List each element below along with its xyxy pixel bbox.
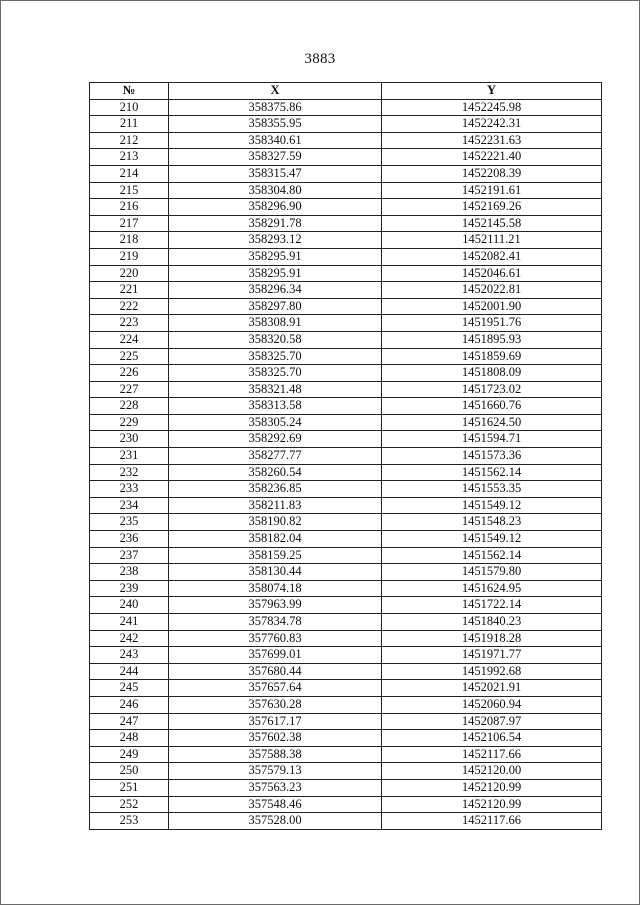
table-row <box>90 331 602 348</box>
y-coordinate-cell: 1451573.36 <box>382 448 602 465</box>
point-number-cell: 244 <box>90 663 169 680</box>
x-coordinate-cell: 357588.38 <box>169 746 382 763</box>
point-number-cell: 223 <box>90 315 169 332</box>
table-row <box>90 232 602 249</box>
table-row <box>90 614 602 631</box>
table-row <box>90 531 602 548</box>
table-row <box>90 713 602 730</box>
x-coordinate-cell: 357680.44 <box>169 663 382 680</box>
y-coordinate-cell: 1452169.26 <box>382 199 602 216</box>
y-coordinate-cell: 1451562.14 <box>382 547 602 564</box>
point-number-cell: 229 <box>90 414 169 431</box>
x-coordinate-cell: 358159.25 <box>169 547 382 564</box>
x-coordinate-cell: 358340.61 <box>169 132 382 149</box>
x-coordinate-cell: 358292.69 <box>169 431 382 448</box>
y-coordinate-cell: 1451549.12 <box>382 497 602 514</box>
x-coordinate-cell: 358074.18 <box>169 580 382 597</box>
column-header-y: Y <box>382 83 602 100</box>
x-coordinate-cell: 357548.46 <box>169 796 382 813</box>
x-coordinate-cell: 358190.82 <box>169 514 382 531</box>
point-number-cell: 242 <box>90 630 169 647</box>
table-row <box>90 464 602 481</box>
x-coordinate-cell: 357602.38 <box>169 730 382 747</box>
y-coordinate-cell: 1452120.99 <box>382 779 602 796</box>
point-number-cell: 237 <box>90 547 169 564</box>
point-number-cell: 249 <box>90 746 169 763</box>
y-coordinate-cell: 1452021.91 <box>382 680 602 697</box>
table-row <box>90 265 602 282</box>
point-number-cell: 253 <box>90 813 169 830</box>
y-coordinate-cell: 1451549.12 <box>382 531 602 548</box>
x-coordinate-cell: 358313.58 <box>169 398 382 415</box>
table-row <box>90 116 602 133</box>
point-number-cell: 239 <box>90 580 169 597</box>
x-coordinate-cell: 357579.13 <box>169 763 382 780</box>
point-number-cell: 246 <box>90 696 169 713</box>
table-row <box>90 547 602 564</box>
y-coordinate-cell: 1452191.61 <box>382 182 602 199</box>
x-coordinate-cell: 358325.70 <box>169 365 382 382</box>
x-coordinate-cell: 358315.47 <box>169 165 382 182</box>
y-coordinate-cell: 1452117.66 <box>382 746 602 763</box>
point-number-cell: 247 <box>90 713 169 730</box>
y-coordinate-cell: 1452208.39 <box>382 165 602 182</box>
point-number-cell: 211 <box>90 116 169 133</box>
y-coordinate-cell: 1452117.66 <box>382 813 602 830</box>
point-number-cell: 234 <box>90 497 169 514</box>
x-coordinate-cell: 358295.91 <box>169 265 382 282</box>
y-coordinate-cell: 1451553.35 <box>382 481 602 498</box>
table-header <box>90 83 602 100</box>
table-row <box>90 796 602 813</box>
y-coordinate-cell: 1452001.90 <box>382 298 602 315</box>
table-row <box>90 414 602 431</box>
x-coordinate-cell: 358295.91 <box>169 248 382 265</box>
x-coordinate-cell: 357760.83 <box>169 630 382 647</box>
table-row <box>90 730 602 747</box>
y-coordinate-cell: 1451624.50 <box>382 414 602 431</box>
page-number: 3883 <box>304 51 336 67</box>
point-number-cell: 241 <box>90 614 169 631</box>
table-row <box>90 763 602 780</box>
x-coordinate-cell: 358321.48 <box>169 381 382 398</box>
point-number-cell: 228 <box>90 398 169 415</box>
table-row <box>90 514 602 531</box>
point-number-cell: 216 <box>90 199 169 216</box>
y-coordinate-cell: 1451808.09 <box>382 365 602 382</box>
x-coordinate-cell: 358327.59 <box>169 149 382 166</box>
point-number-cell: 227 <box>90 381 169 398</box>
x-coordinate-cell: 358260.54 <box>169 464 382 481</box>
table-row <box>90 398 602 415</box>
table-row <box>90 647 602 664</box>
y-coordinate-cell: 1452082.41 <box>382 248 602 265</box>
x-coordinate-cell: 357563.23 <box>169 779 382 796</box>
table-row <box>90 696 602 713</box>
point-number-cell: 251 <box>90 779 169 796</box>
x-coordinate-cell: 357630.28 <box>169 696 382 713</box>
column-header-number: № <box>90 83 169 100</box>
point-number-cell: 225 <box>90 348 169 365</box>
table-row <box>90 431 602 448</box>
x-coordinate-cell: 358308.91 <box>169 315 382 332</box>
table-row <box>90 132 602 149</box>
y-coordinate-cell: 1451992.68 <box>382 663 602 680</box>
x-coordinate-cell: 358277.77 <box>169 448 382 465</box>
point-number-cell: 213 <box>90 149 169 166</box>
header-row <box>90 83 602 100</box>
point-number-cell: 243 <box>90 647 169 664</box>
table-row <box>90 99 602 116</box>
table-row <box>90 680 602 697</box>
table-row <box>90 215 602 232</box>
y-coordinate-cell: 1452145.58 <box>382 215 602 232</box>
point-number-cell: 224 <box>90 331 169 348</box>
y-coordinate-cell: 1452087.97 <box>382 713 602 730</box>
y-coordinate-cell: 1451594.71 <box>382 431 602 448</box>
table-row <box>90 779 602 796</box>
table-body <box>90 99 602 829</box>
y-coordinate-cell: 1452060.94 <box>382 696 602 713</box>
x-coordinate-cell: 357963.99 <box>169 597 382 614</box>
table-row <box>90 448 602 465</box>
y-coordinate-cell: 1451624.95 <box>382 580 602 597</box>
x-coordinate-cell: 358355.95 <box>169 116 382 133</box>
table-row <box>90 381 602 398</box>
point-number-cell: 232 <box>90 464 169 481</box>
table-row <box>90 497 602 514</box>
table-row <box>90 199 602 216</box>
point-number-cell: 220 <box>90 265 169 282</box>
table-row <box>90 813 602 830</box>
y-coordinate-cell: 1451971.77 <box>382 647 602 664</box>
point-number-cell: 212 <box>90 132 169 149</box>
y-coordinate-cell: 1451660.76 <box>382 398 602 415</box>
point-number-cell: 245 <box>90 680 169 697</box>
point-number-cell: 238 <box>90 564 169 581</box>
y-coordinate-cell: 1452046.61 <box>382 265 602 282</box>
table-row <box>90 298 602 315</box>
point-number-cell: 210 <box>90 99 169 116</box>
column-header-x: X <box>169 83 382 100</box>
table-row <box>90 580 602 597</box>
point-number-cell: 217 <box>90 215 169 232</box>
x-coordinate-cell: 358130.44 <box>169 564 382 581</box>
x-coordinate-cell: 357528.00 <box>169 813 382 830</box>
table-row <box>90 564 602 581</box>
table-row <box>90 597 602 614</box>
x-coordinate-cell: 358236.85 <box>169 481 382 498</box>
y-coordinate-cell: 1451562.14 <box>382 464 602 481</box>
point-number-cell: 240 <box>90 597 169 614</box>
point-number-cell: 222 <box>90 298 169 315</box>
point-number-cell: 235 <box>90 514 169 531</box>
table-row <box>90 182 602 199</box>
y-coordinate-cell: 1452022.81 <box>382 282 602 299</box>
table-row <box>90 663 602 680</box>
table-row <box>90 282 602 299</box>
y-coordinate-cell: 1451548.23 <box>382 514 602 531</box>
table-row <box>90 365 602 382</box>
x-coordinate-cell: 358375.86 <box>169 99 382 116</box>
y-coordinate-cell: 1451722.14 <box>382 597 602 614</box>
y-coordinate-cell: 1452120.00 <box>382 763 602 780</box>
point-number-cell: 230 <box>90 431 169 448</box>
point-number-cell: 231 <box>90 448 169 465</box>
x-coordinate-cell: 357699.01 <box>169 647 382 664</box>
x-coordinate-cell: 358296.90 <box>169 199 382 216</box>
point-number-cell: 236 <box>90 531 169 548</box>
x-coordinate-cell: 358291.78 <box>169 215 382 232</box>
y-coordinate-cell: 1452106.54 <box>382 730 602 747</box>
point-number-cell: 218 <box>90 232 169 249</box>
x-coordinate-cell: 358182.04 <box>169 531 382 548</box>
y-coordinate-cell: 1451895.93 <box>382 331 602 348</box>
x-coordinate-cell: 358305.24 <box>169 414 382 431</box>
table-row <box>90 165 602 182</box>
point-number-cell: 226 <box>90 365 169 382</box>
x-coordinate-cell: 358293.12 <box>169 232 382 249</box>
point-number-cell: 248 <box>90 730 169 747</box>
point-number-cell: 250 <box>90 763 169 780</box>
y-coordinate-cell: 1451951.76 <box>382 315 602 332</box>
table-row <box>90 481 602 498</box>
y-coordinate-cell: 1451859.69 <box>382 348 602 365</box>
y-coordinate-cell: 1452245.98 <box>382 99 602 116</box>
y-coordinate-cell: 1452242.31 <box>382 116 602 133</box>
table-row <box>90 630 602 647</box>
x-coordinate-cell: 358320.58 <box>169 331 382 348</box>
x-coordinate-cell: 358297.80 <box>169 298 382 315</box>
x-coordinate-cell: 357657.64 <box>169 680 382 697</box>
table-row <box>90 315 602 332</box>
point-number-cell: 215 <box>90 182 169 199</box>
y-coordinate-cell: 1452120.99 <box>382 796 602 813</box>
x-coordinate-cell: 358296.34 <box>169 282 382 299</box>
y-coordinate-cell: 1452231.63 <box>382 132 602 149</box>
x-coordinate-cell: 357834.78 <box>169 614 382 631</box>
x-coordinate-cell: 357617.17 <box>169 713 382 730</box>
table-row <box>90 348 602 365</box>
table-row <box>90 248 602 265</box>
point-number-cell: 233 <box>90 481 169 498</box>
point-number-cell: 214 <box>90 165 169 182</box>
y-coordinate-cell: 1452221.40 <box>382 149 602 166</box>
y-coordinate-cell: 1451723.02 <box>382 381 602 398</box>
y-coordinate-cell: 1452111.21 <box>382 232 602 249</box>
table-row <box>90 149 602 166</box>
y-coordinate-cell: 1451918.28 <box>382 630 602 647</box>
table-row <box>90 746 602 763</box>
coordinates-table <box>89 82 602 830</box>
x-coordinate-cell: 358211.83 <box>169 497 382 514</box>
y-coordinate-cell: 1451579.80 <box>382 564 602 581</box>
x-coordinate-cell: 358304.80 <box>169 182 382 199</box>
point-number-cell: 219 <box>90 248 169 265</box>
x-coordinate-cell: 358325.70 <box>169 348 382 365</box>
y-coordinate-cell: 1451840.23 <box>382 614 602 631</box>
point-number-cell: 252 <box>90 796 169 813</box>
point-number-cell: 221 <box>90 282 169 299</box>
